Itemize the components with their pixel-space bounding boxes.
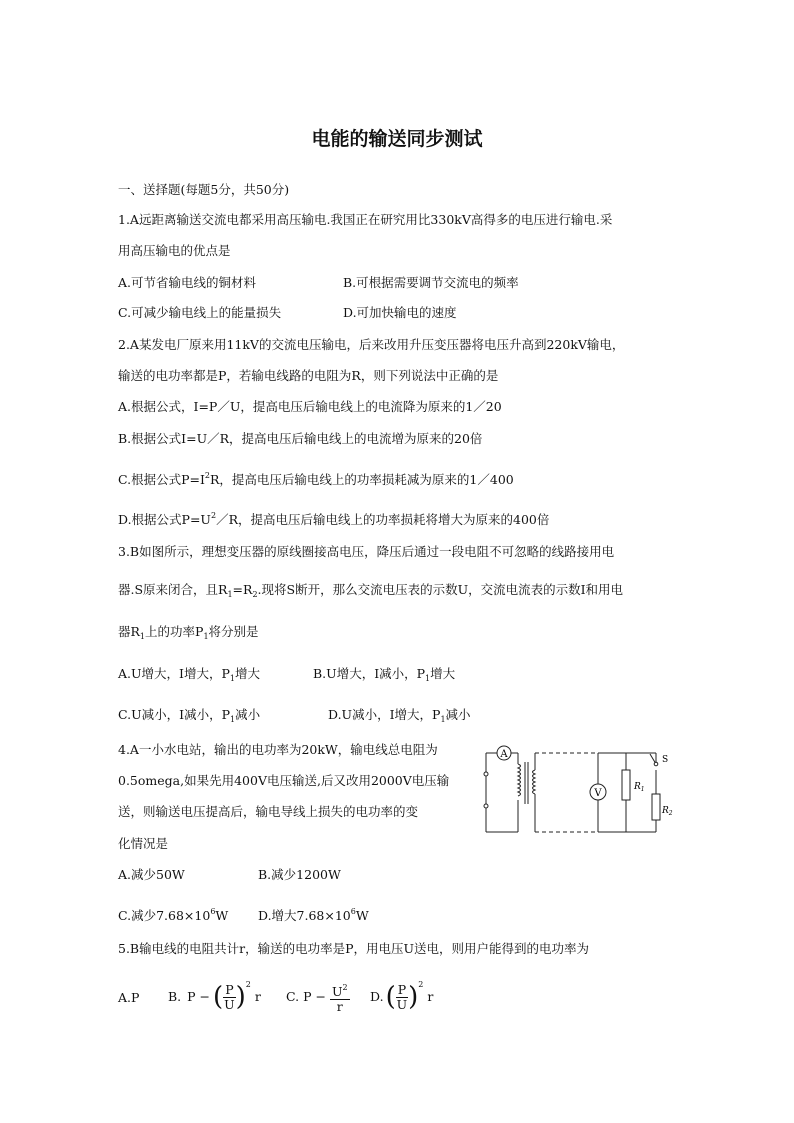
section-heading: 一、送择题(每题5分，共50分) <box>118 182 290 197</box>
q2-option-c: C.根据公式$P=I^2R$，提高电压后输电线上的功率损耗减为原来的1／400 <box>118 471 514 487</box>
q4-option-a: A.减少50W <box>118 867 185 882</box>
q2-option-a: A.根据公式，I=P／U，提高电压后输电线上的电流降为原来的1／20 <box>118 399 502 414</box>
switch-contact-icon <box>654 762 658 766</box>
q2-option-d: D.根据公式$P=U^2/R$，提高电压后输电线上的功率损耗将增大为原来的400倍 <box>118 511 550 527</box>
q4-stem-line2: 0.5omega,如果先用400V电压输送,后又改用2000V电压输 <box>118 773 450 788</box>
q4-stem-line3: 送，则输送电压提高后，输电导线上损失的电功率的变 <box>118 804 419 819</box>
terminal-icon <box>484 772 488 776</box>
page-title: 电能的输送同步测试 <box>311 128 483 150</box>
terminal-icon <box>484 804 488 808</box>
ammeter-label: A <box>500 749 508 760</box>
q5-stem-line1: 5.B输电线的电阻共计r，输送的电功率是P，用电压U送电，则用户能得到的电功率为 <box>118 941 590 956</box>
ammeter-icon <box>497 746 511 760</box>
voltmeter-icon <box>590 784 606 800</box>
switch-label: S <box>662 755 669 765</box>
q1-stem-line2: 用高压输电的优点是 <box>118 243 231 258</box>
q4-option-c: C.减少$7.68\times 10^6W$ <box>118 907 229 923</box>
q2-stem-line2: 输送的电功率都是P，若输电线路的电阻为R，则下列说法中正确的是 <box>118 368 499 383</box>
q4-stem-line1: 4.A一小水电站，输出的电功率为20kW，输电线总电阻为 <box>118 742 438 757</box>
q3-stem-line3: 器$R_1$上的功率$P_1$将分别是 <box>118 624 259 641</box>
circuit-diagram <box>478 740 688 840</box>
q2-option-b: B.根据公式I=U／R，提高电压后输电线上的电流增为原来的20倍 <box>118 431 483 446</box>
q1-option-b: B.可根据需要调节交流电的频率 <box>343 275 519 290</box>
q1-stem-line1: 1.A远距离输送交流电都采用高压输电.我国正在研究用比330kV高得多的电压进行输电.采 <box>118 212 613 227</box>
q1-option-a: A.可节省输电线的铜材料 <box>118 275 257 290</box>
q3-option-c: C.U减小，I减小，$P_1$减小 <box>118 707 261 724</box>
voltmeter-label: V <box>594 788 602 799</box>
q3-option-d: D.U减小，I增大，$P_1$减小 <box>328 707 471 724</box>
q4-option-b: B.减少1200W <box>258 867 341 882</box>
q4-option-d: D.增大$7.68\times 10^6W$ <box>258 907 369 923</box>
r1-label: $R_1$ <box>634 782 645 793</box>
q3-stem-line2: 器.S原来闭合，且$R_1=R_2$.现将S断开，那么交流电压表的示数U，交流电流表的示数I和用电 <box>118 582 624 599</box>
q1-option-c: C.可减少输电线上的能量损失 <box>118 305 282 320</box>
q5-option-d: D. ( $\frac{P}{U}$ ) $^2$ r <box>370 980 434 1012</box>
q3-stem-line1: 3.B如图所示，理想变压器的原线圈接高电压，降压后通过一段电阻不可忽略的线路接用电 <box>118 544 615 559</box>
q5-option-b: B. P − ( $\frac{P}{U}$ ) $^2$ r <box>168 980 261 1012</box>
r2-label: $R_2$ <box>662 806 673 817</box>
q3-option-b: B.U增大，I减小，$P_1$增大 <box>313 666 456 683</box>
q5-option-c: C. P − $\frac{U^2}{r}$ <box>286 982 348 1014</box>
q5-option-a: A.P <box>118 990 140 1005</box>
q1-option-d: D.可加快输电的速度 <box>343 305 457 320</box>
q3-option-a: A.U增大，I增大，$P_1$增大 <box>118 666 260 683</box>
q2-stem-line1: 2.A某发电厂原来用11kV的交流电压输电，后来改用升压变压器将电压升高到220kV输电， <box>118 337 625 352</box>
q4-stem-line4: 化情况是 <box>118 836 169 851</box>
